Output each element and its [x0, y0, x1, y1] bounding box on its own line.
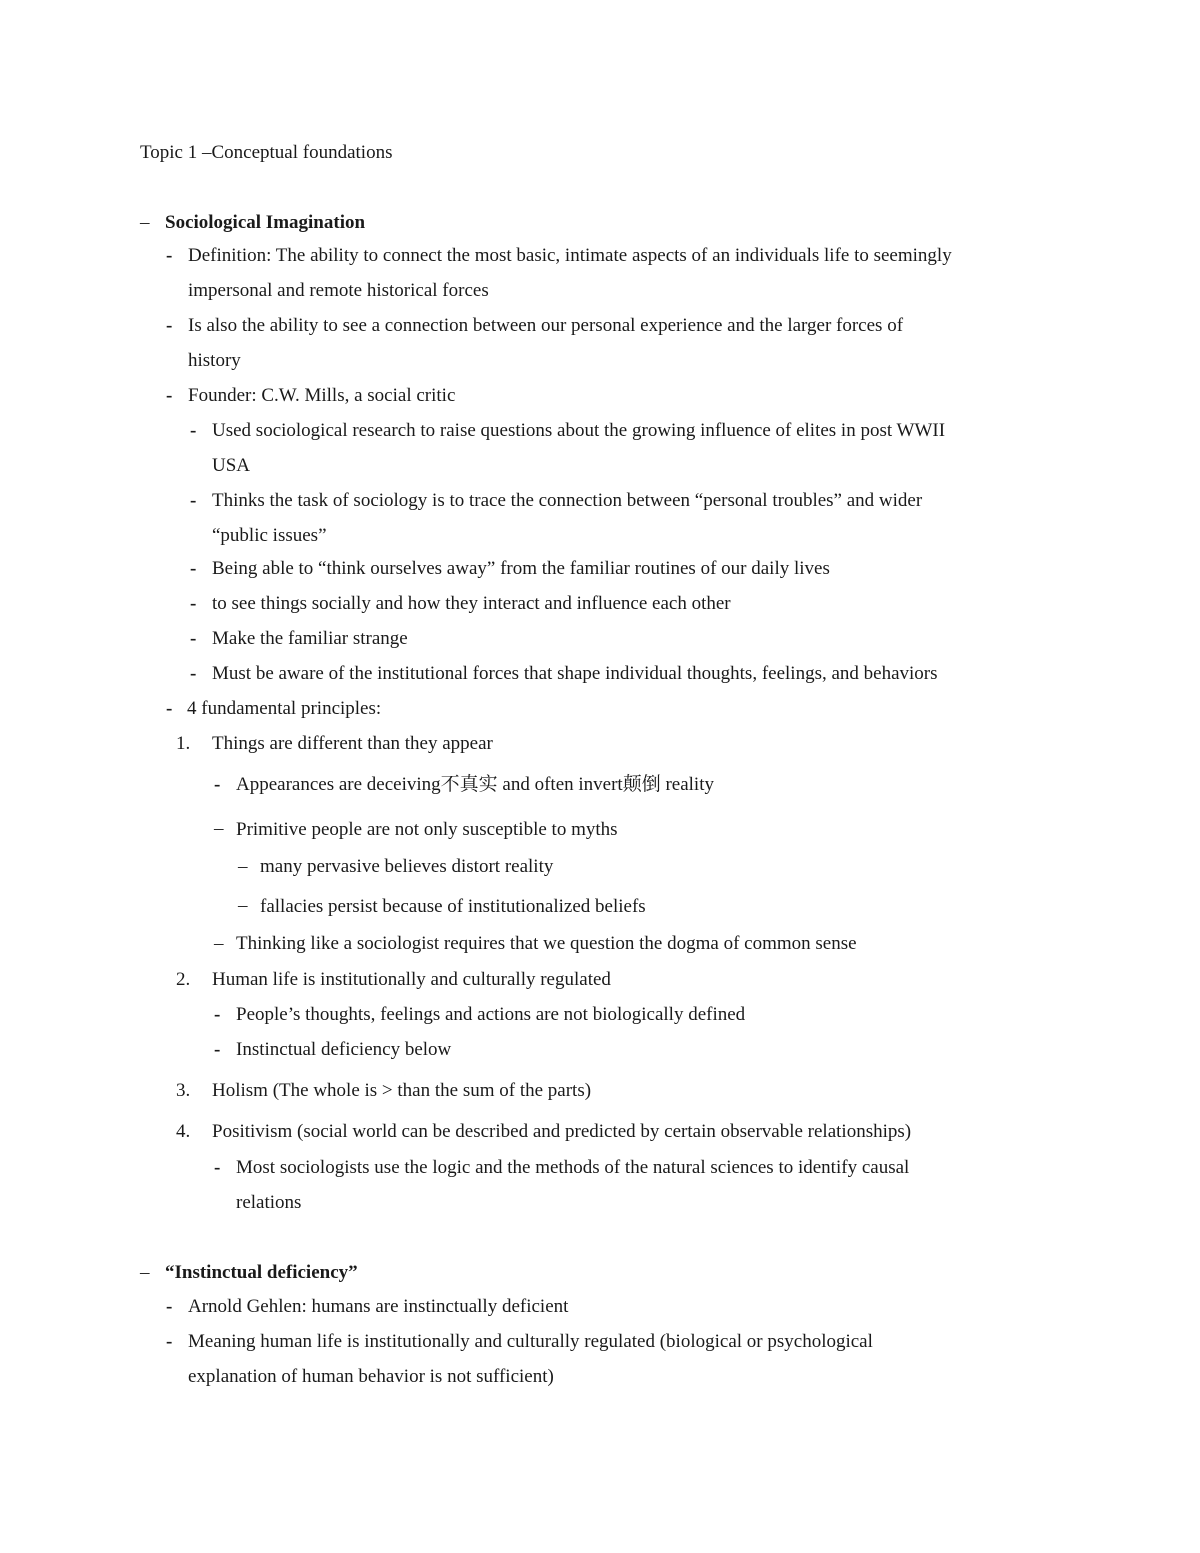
list-item-continuation: “public issues”	[212, 525, 327, 546]
bullet-marker: -	[190, 593, 197, 614]
section-dash: –	[140, 1262, 150, 1283]
section-heading: Sociological Imagination	[165, 212, 366, 233]
bullet-marker: -	[166, 698, 173, 719]
bullet-marker: -	[166, 385, 173, 406]
list-number: 2.	[176, 969, 191, 990]
list-item: Thinks the task of sociology is to trace the connection between “personal troubles” and wider	[212, 490, 923, 511]
list-item: Is also the ability to see a connection between our personal experience and the larger forces of	[188, 315, 904, 336]
bullet-marker: -	[190, 420, 197, 441]
list-item-continuation: history	[188, 350, 241, 371]
list-item: Positivism (social world can be described and predicted by certain observable relationships)	[212, 1121, 912, 1142]
bullet-marker: -	[190, 558, 197, 579]
bullet-marker: -	[166, 1296, 173, 1317]
bullet-marker: -	[214, 1157, 221, 1178]
list-item: Founder: C.W. Mills, a social critic	[188, 385, 456, 406]
section-dash: –	[140, 212, 150, 233]
bullet-marker: -	[190, 490, 197, 511]
list-item: Human life is institutionally and culturally regulated	[212, 969, 611, 990]
bullet-marker: -	[190, 663, 197, 684]
bullet-marker: -	[214, 774, 221, 795]
list-item: Thinking like a sociologist requires that we question the dogma of common sense	[236, 933, 857, 954]
list-item: Being able to “think ourselves away” from the familiar routines of our daily lives	[212, 558, 830, 579]
list-item: Used sociological research to raise questions about the growing influence of elites in post WWII	[212, 420, 946, 441]
list-item: many pervasive believes distort reality	[260, 856, 554, 877]
bullet-marker: -	[166, 1331, 173, 1352]
section-dash: –	[214, 933, 224, 954]
list-item: Arnold Gehlen: humans are instinctually deficient	[188, 1296, 569, 1317]
list-item: Must be aware of the institutional forces that shape individual thoughts, feelings, and behaviors	[212, 663, 938, 684]
section-dash: –	[238, 856, 248, 877]
list-item: 4 fundamental principles:	[187, 698, 382, 719]
list-item: Instinctual deficiency below	[236, 1039, 452, 1060]
list-item: Primitive people are not only susceptible to myths	[236, 819, 618, 840]
page-title: Topic 1 –Conceptual foundations	[140, 142, 393, 163]
list-number: 1.	[176, 733, 191, 754]
list-item: fallacies persist because of institutionalized beliefs	[260, 896, 646, 917]
section-heading: “Instinctual deficiency”	[165, 1262, 358, 1283]
bullet-marker: -	[190, 628, 197, 649]
list-item-continuation: impersonal and remote historical forces	[188, 280, 489, 301]
list-item: Things are different than they appear	[212, 733, 493, 754]
list-item: Appearances are deceiving不真实 and often invert颠倒 reality	[236, 774, 714, 795]
bullet-marker: -	[214, 1039, 221, 1060]
bullet-marker: -	[214, 1004, 221, 1025]
list-item-continuation: relations	[236, 1192, 302, 1213]
list-item: Meaning human life is institutionally and culturally regulated (biological or psychological	[188, 1331, 873, 1352]
list-item: Most sociologists use the logic and the methods of the natural sciences to identify causal	[236, 1157, 910, 1178]
list-number: 4.	[176, 1121, 191, 1142]
list-item: Definition: The ability to connect the most basic, intimate aspects of an individuals life to seemingly	[188, 245, 952, 266]
list-item-continuation: explanation of human behavior is not sufficient)	[188, 1366, 554, 1387]
section-dash: –	[214, 818, 224, 839]
list-item: Holism (The whole is > than the sum of the parts)	[212, 1080, 592, 1101]
bullet-marker: -	[166, 315, 173, 336]
list-item: Make the familiar strange	[212, 628, 408, 649]
list-number: 3.	[176, 1080, 191, 1101]
list-item-continuation: USA	[212, 455, 251, 476]
list-item: People’s thoughts, feelings and actions are not biologically defined	[236, 1004, 746, 1025]
list-item: to see things socially and how they interact and influence each other	[212, 593, 731, 614]
bullet-marker: -	[166, 245, 173, 266]
section-dash: –	[238, 895, 248, 916]
